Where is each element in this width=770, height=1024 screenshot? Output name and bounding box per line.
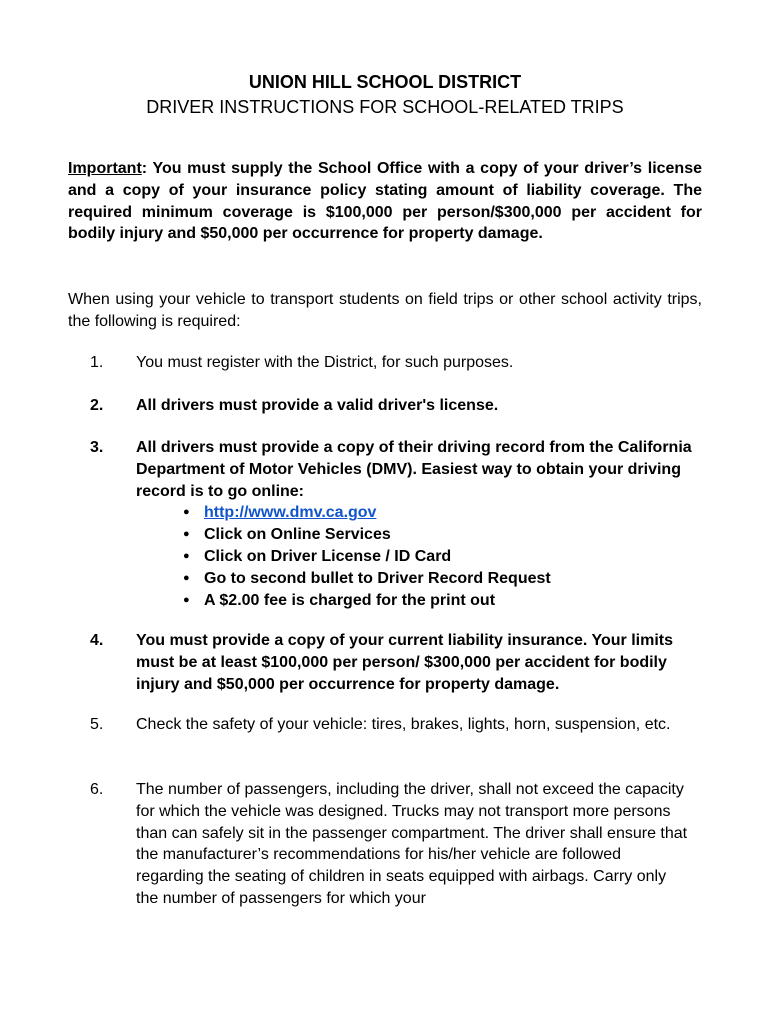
bullet-icon: ● <box>183 549 190 562</box>
item-content <box>136 437 692 611</box>
bullet-icon: ● <box>183 506 190 519</box>
bullet-item <box>136 502 692 524</box>
bullet-text: A $2.00 fee is charged for the print out <box>204 591 496 609</box>
bullet-item <box>136 546 692 568</box>
item-text: You must provide a copy of your current liability insurance. Your limits must be at least $100,000 per person/ $300,000 per accident for bodily injury and $50,000 per occurrence for property damage. <box>136 632 673 693</box>
dmv-steps-list <box>136 502 692 611</box>
bullet-item <box>136 590 692 612</box>
district-title: UNION HILL SCHOOL DISTRICT <box>248 72 522 92</box>
dmv-link[interactable]: http://www.dmv.ca.gov <box>204 504 377 522</box>
item-number: 1. <box>90 354 104 371</box>
item-text: All drivers must provide a valid driver's license. <box>136 397 499 414</box>
bullet-text: Click on Online Services <box>204 526 391 544</box>
item-text: Check the safety of your vehicle: tires, brakes, lights, horn, suspension, etc. <box>136 716 671 733</box>
important-label: Important <box>68 160 142 177</box>
item-text: All drivers must provide a copy of their driving record from the California Department of Motor Vehicles (DMV). Easiest way to obtain your driving record is to go online: <box>136 439 692 500</box>
item-number: 4. <box>90 632 104 649</box>
document-subtitle: DRIVER INSTRUCTIONS FOR SCHOOL-RELATED TRIPS <box>146 97 624 117</box>
bullet-icon: ● <box>183 571 190 584</box>
important-text: : You must supply the School Office with a copy of your driver’s license and a copy of your insurance policy stating amount of liability coverage. The required minimum coverage is $100,000 per person/$300,000 per accident for bodily injury and $50,000 per occurrence for property damage. <box>68 160 702 243</box>
bullet-item <box>136 568 692 590</box>
intro-paragraph: When using your vehicle to transport students on field trips or other school activity trips, the following is required: <box>68 291 702 330</box>
bullet-text: Click on Driver License / ID Card <box>204 547 452 565</box>
item-number: 3. <box>90 439 104 456</box>
item-text: You must register with the District, for such purposes. <box>136 354 514 371</box>
item-number: 6. <box>90 781 104 798</box>
item-number: 5. <box>90 716 104 733</box>
item-text: The number of passengers, including the driver, shall not exceed the capacity for which the vehicle was designed. Trucks may not transport more persons than can safely sit in the passenger compartment. The driver shall ensure that the manufacturer’s recommendations for his/her vehicle are followed regarding the seating of children in seats equipped with airbags. Carry only the number of passengers for which your <box>136 781 688 907</box>
bullet-icon: ● <box>183 528 190 541</box>
bullet-icon: ● <box>183 593 190 606</box>
important-notice <box>68 158 702 245</box>
item-number: 2. <box>90 397 104 414</box>
bullet-item <box>136 524 692 546</box>
bullet-text: Go to second bullet to Driver Record Request <box>204 569 551 587</box>
